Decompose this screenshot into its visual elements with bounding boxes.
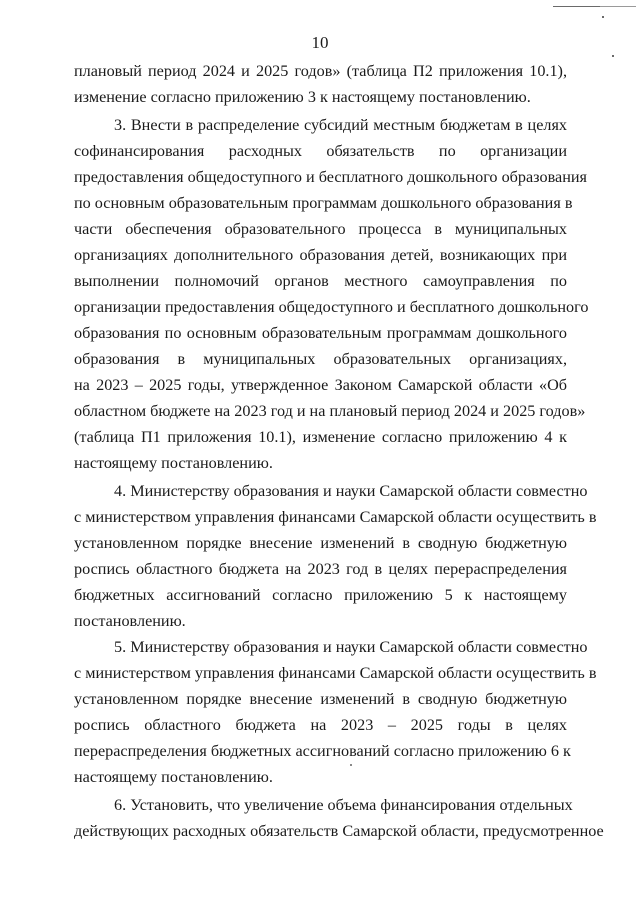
text-line: перераспределения бюджетных ассигнований согласно приложению 6 к [74, 742, 571, 760]
text-line: бюджетных ассигнований согласно приложению 5 к настоящему [74, 586, 567, 604]
text-line: софинансирования расходных обязательств по организации [74, 142, 567, 160]
text-line: образования по основным образовательным программам дошкольного [74, 324, 567, 342]
text-line: по основным образовательным программам дошкольного образования в [74, 194, 573, 212]
text-line: установленном порядке внесение изменений в сводную бюджетную [74, 690, 567, 708]
text-line: на 2023 – 2025 годы, утвержденное Законом Самарской области «Об [74, 376, 567, 394]
text-line: организациях дополнительного образования детей, возникающих при [74, 246, 567, 264]
text-line: 5. Министерству образования и науки Самарской области совместно [114, 638, 588, 656]
text-line: действующих расходных обязательств Самарской области, предусмотренное [74, 822, 604, 840]
scan-speck [612, 55, 614, 57]
text-line: (таблица П1 приложения 10.1), изменение согласно приложению 4 к [74, 428, 567, 446]
text-line: изменение согласно приложению 3 к настоящему постановлению. [74, 88, 531, 106]
text-line: части обеспечения образовательного процесса в муниципальных [74, 220, 567, 238]
text-line: с министерством управления финансами Самарской области осуществить в [74, 508, 597, 526]
text-line: 4. Министерству образования и науки Самарской области совместно [114, 482, 588, 500]
text-line: плановый период 2024 и 2025 годов» (таблица П2 приложения 10.1), [74, 62, 567, 80]
scan-mark-top-right [553, 6, 601, 7]
text-line: постановлению. [74, 612, 186, 630]
text-line: образования в муниципальных образовательных организациях, [74, 350, 567, 368]
text-line: роспись областного бюджета на 2023 – 2025 годы в целях [74, 716, 567, 734]
text-line: роспись областного бюджета на 2023 год в целях перераспределения [74, 560, 567, 578]
text-line: областном бюджете на 2023 год и на плановый период 2024 и 2025 годов» [74, 402, 586, 420]
scan-mark-top-right-short [600, 6, 636, 7]
text-line: 6. Установить, что увеличение объема финансирования отдельных [114, 796, 573, 814]
text-line: настоящему постановлению. [74, 768, 273, 786]
text-line: предоставления общедоступного и бесплатного дошкольного образования [74, 168, 587, 186]
text-line: с министерством управления финансами Самарской области осуществить в [74, 664, 597, 682]
text-line: 3. Внести в распределение субсидий местным бюджетам в целях [114, 116, 567, 134]
text-line: установленном порядке внесение изменений в сводную бюджетную [74, 534, 567, 552]
text-line: выполнении полномочий органов местного самоуправления по [74, 272, 567, 290]
page-number: 10 [311, 33, 329, 52]
text-line: организации предоставления общедоступного и бесплатного дошкольного [74, 298, 589, 316]
scan-speck [602, 16, 604, 18]
text-line: настоящему постановлению. [74, 454, 273, 472]
